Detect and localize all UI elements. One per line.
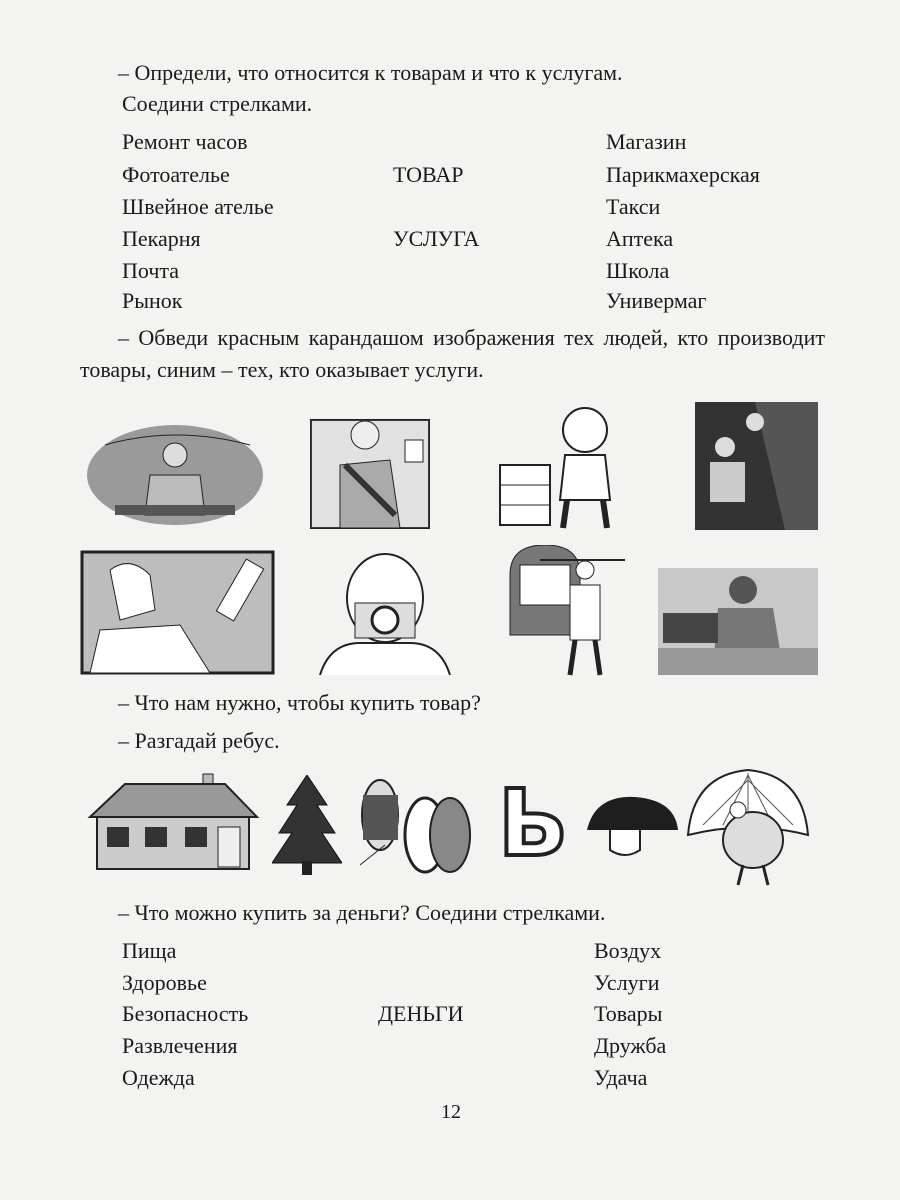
service-item: Фотоателье bbox=[122, 162, 230, 187]
house-picture bbox=[85, 772, 260, 872]
service-item: Почта bbox=[122, 258, 180, 283]
task1-instruction-2: Соедини стрелками. bbox=[122, 91, 313, 116]
task2-instruction: – Обведи красным карандашом изображения тех людей, кто производит товары, синим – тех, кто оказывает услуги. bbox=[80, 325, 825, 382]
purchase-item: Развлечения bbox=[122, 1033, 238, 1058]
service-item: Пекарня bbox=[122, 226, 201, 251]
fir-tree-picture bbox=[272, 775, 342, 875]
place-item: Аптека bbox=[606, 226, 674, 251]
purchase-option: Удача bbox=[594, 1065, 648, 1090]
place-item: Парикмахерская bbox=[606, 162, 760, 187]
purchase-option: Воздух bbox=[594, 938, 662, 963]
purchase-item: Здоровье bbox=[122, 970, 207, 995]
place-item: Школа bbox=[606, 258, 670, 283]
photographer-picture bbox=[310, 548, 460, 675]
category-services: УСЛУГА bbox=[393, 226, 480, 251]
factory-workers-picture bbox=[695, 402, 818, 530]
purchase-option: Товары bbox=[594, 1001, 663, 1026]
service-item: Швейное ателье bbox=[122, 194, 274, 219]
purchase-option: Дружба bbox=[594, 1033, 667, 1058]
page-number: 12 bbox=[441, 1101, 461, 1123]
turkey-picture bbox=[683, 765, 813, 887]
service-item: Ремонт часов bbox=[122, 129, 248, 154]
task1-instruction: – Определи, что относится к товарам и что к услугам. bbox=[118, 60, 623, 85]
place-item: Такси bbox=[606, 194, 661, 219]
money-label: ДЕНЬГИ bbox=[378, 1001, 464, 1026]
thread-spools-picture bbox=[355, 775, 475, 875]
postman-picture bbox=[310, 405, 430, 530]
place-item: Магазин bbox=[606, 129, 687, 154]
purchase-item: Безопасность bbox=[122, 1001, 249, 1026]
purchase-item: Пища bbox=[122, 938, 177, 963]
purchase-option: Услуги bbox=[594, 970, 660, 995]
beekeeper-picture bbox=[495, 400, 625, 530]
baker-picture bbox=[500, 545, 628, 677]
task3-question: – Что нам нужно, чтобы купить товар? bbox=[118, 690, 481, 715]
category-goods: ТОВАР bbox=[393, 162, 464, 187]
rebus-instruction: – Разгадай ребус. bbox=[118, 728, 280, 753]
seamstress-picture bbox=[658, 568, 818, 675]
fishmonger-picture bbox=[85, 405, 265, 530]
soft-sign-letter: Ь bbox=[498, 770, 569, 877]
painter-picture bbox=[80, 550, 275, 675]
place-item: Универмаг bbox=[606, 288, 707, 313]
purchase-item: Одежда bbox=[122, 1065, 195, 1090]
service-item: Рынок bbox=[122, 288, 183, 313]
task4-instruction: – Что можно купить за деньги? Соедини стрелками. bbox=[118, 900, 606, 925]
mushroom-picture bbox=[585, 795, 680, 860]
